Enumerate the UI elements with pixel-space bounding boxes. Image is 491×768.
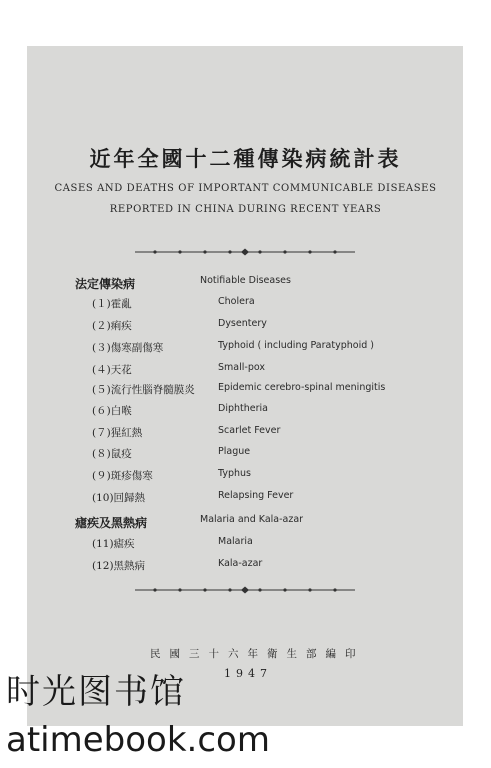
disease-chinese: (６)白喉 bbox=[92, 405, 132, 417]
group-label-chinese: 瘧疾及黑熱病 bbox=[75, 516, 148, 530]
group-row-notifiable bbox=[0, 275, 491, 291]
list-item bbox=[0, 468, 491, 484]
list-item bbox=[0, 296, 491, 312]
ornamental-rule-bottom bbox=[135, 586, 355, 594]
disease-english: Epidemic cerebro-spinal meningitis bbox=[218, 382, 386, 393]
list-item bbox=[0, 403, 491, 419]
disease-english: Kala-azar bbox=[218, 558, 263, 569]
ornamental-rule-top bbox=[135, 248, 355, 256]
disease-chinese: (12)黑熱病 bbox=[92, 560, 146, 572]
watermark-url: atimebook.com bbox=[6, 720, 270, 760]
disease-english: Cholera bbox=[218, 296, 255, 307]
publication-year: 1947 bbox=[224, 667, 272, 680]
watermark-chinese: 时光图书馆 bbox=[6, 672, 186, 712]
list-item bbox=[0, 425, 491, 441]
group-label-english: Malaria and Kala-azar bbox=[200, 514, 304, 525]
list-item bbox=[0, 446, 491, 462]
list-item bbox=[0, 536, 491, 552]
disease-chinese: (４)天花 bbox=[92, 364, 132, 376]
group-label-chinese: 法定傳染病 bbox=[75, 277, 136, 291]
disease-english: Typhus bbox=[218, 468, 251, 479]
list-item bbox=[0, 490, 491, 506]
disease-chinese: (３)傷寒副傷寒 bbox=[92, 342, 164, 354]
page-title-chinese: 近年全國十二種傳染病統計表 bbox=[89, 146, 402, 171]
disease-english: Malaria bbox=[218, 536, 253, 547]
group-label-english: Notifiable Diseases bbox=[200, 275, 291, 286]
disease-chinese: (１)霍亂 bbox=[92, 298, 132, 310]
disease-english: Scarlet Fever bbox=[218, 425, 281, 436]
disease-english: Diphtheria bbox=[218, 403, 268, 414]
page-title-english-line2: REPORTED IN CHINA DURING RECENT YEARS bbox=[109, 204, 382, 215]
list-item bbox=[0, 558, 491, 574]
list-item bbox=[0, 340, 491, 356]
group-row-malaria bbox=[0, 514, 491, 530]
disease-chinese: (２)痢疾 bbox=[92, 320, 132, 332]
disease-english: Small-pox bbox=[218, 362, 265, 373]
list-item bbox=[0, 382, 491, 398]
disease-chinese: (10)回歸熱 bbox=[92, 492, 146, 504]
disease-chinese: (11)瘧疾 bbox=[92, 538, 135, 550]
page-title-english-line1: CASES AND DEATHS OF IMPORTANT COMMUNICABLE DISEASES bbox=[54, 183, 437, 194]
list-item bbox=[0, 318, 491, 334]
disease-english: Relapsing Fever bbox=[218, 490, 294, 501]
disease-english: Typhoid ( including Paratyphoid ) bbox=[218, 340, 374, 351]
disease-chinese: (９)斑疹傷寒 bbox=[92, 470, 153, 482]
list-item bbox=[0, 362, 491, 378]
disease-chinese: (７)猩紅熱 bbox=[92, 427, 143, 439]
disease-english: Dysentery bbox=[218, 318, 267, 329]
disease-chinese: (５)流行性腦脊髓膜炎 bbox=[92, 384, 195, 396]
disease-english: Plague bbox=[218, 446, 251, 457]
publisher-imprint: 民國三十六年衛生部編印 bbox=[150, 648, 365, 660]
disease-chinese: (８)鼠疫 bbox=[92, 448, 132, 460]
